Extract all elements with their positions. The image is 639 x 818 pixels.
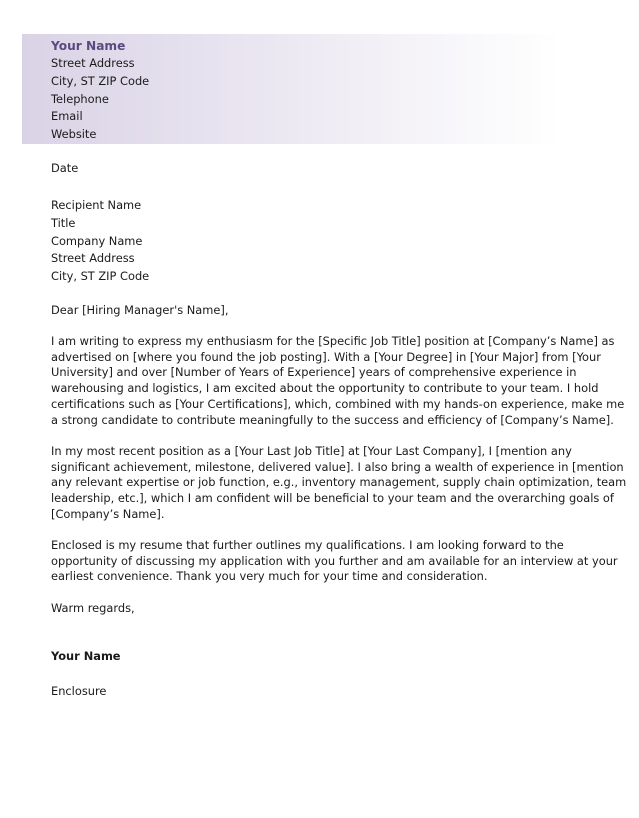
paragraph-line: earliest convenience. Thank you very much for your time and consideration.: [51, 569, 488, 584]
enclosure: [51, 683, 596, 701]
paragraph-line: opportunity of discussing my application with you further and am available for an interview at your: [51, 553, 618, 568]
paragraph-line: leadership, etc.], which I am confident will be beneficial to your team and the overarching goals of: [51, 491, 614, 506]
sender-email: Email: [51, 109, 83, 124]
sender-name: Your Name: [51, 39, 126, 53]
paragraph-line: I am writing to express my enthusiasm for the [Specific Job Title] position at [Company’s Name] as: [51, 334, 615, 348]
paragraph-1: [51, 334, 625, 428]
salutation: [51, 302, 596, 320]
salutation-text: Dear [Hiring Manager's Name],: [51, 303, 229, 317]
sender-street: Street Address: [51, 56, 135, 70]
paragraph-line: any relevant expertise or job function, e.g., inventory management, supply chain optimization, team: [51, 475, 627, 490]
paragraph-line: advertised on [where you found the job posting]. With a [Your Degree] in [Your Major] from [Your: [51, 349, 601, 364]
paragraph-line: warehousing and logistics, I am excited about the opportunity to contribute to your team. I hold: [51, 381, 599, 396]
sender-website: Website: [51, 127, 97, 142]
paragraph-line: a strong candidate to contribute meaningfully to the success and efficiency of [Company’s Name].: [51, 412, 614, 427]
sender-block: [51, 37, 149, 144]
paragraph-line: [Company’s Name].: [51, 506, 165, 521]
recipient-city: City, ST ZIP Code: [51, 269, 150, 284]
recipient-block: [51, 197, 596, 286]
closing-text: Warm regards,: [51, 601, 135, 615]
paragraph-line: certifications such as [Your Certifications], which, combined with my hands-on experience, make me: [51, 396, 625, 411]
closing: [51, 600, 596, 618]
paragraph-2: [51, 444, 627, 523]
paragraph-line: University] and over [Number of Years of Experience] years of comprehensive experience in: [51, 365, 577, 380]
date-text: Date: [51, 161, 79, 175]
sender-telephone: Telephone: [51, 91, 109, 106]
recipient-name: Recipient Name: [51, 198, 142, 212]
paragraph-3: [51, 538, 618, 585]
paragraph-line: In my most recent position as a [Your Last Job Title] at [Your Last Company], I [mention any: [51, 444, 572, 458]
date: [51, 160, 596, 178]
enclosure-text: Enclosure: [51, 684, 107, 698]
signature-name: Your Name: [51, 649, 121, 663]
recipient-company: Company Name: [51, 233, 143, 248]
paragraph-line: significant achievement, milestone, delivered value]. I also bring a wealth of experience in [mention: [51, 459, 624, 474]
recipient-title: Title: [51, 215, 76, 230]
recipient-street: Street Address: [51, 251, 135, 266]
paragraph-line: Enclosed is my resume that further outlines my qualifications. I am looking forward to the: [51, 538, 564, 552]
sender-city: City, ST ZIP Code: [51, 73, 150, 88]
signature: [51, 648, 596, 666]
